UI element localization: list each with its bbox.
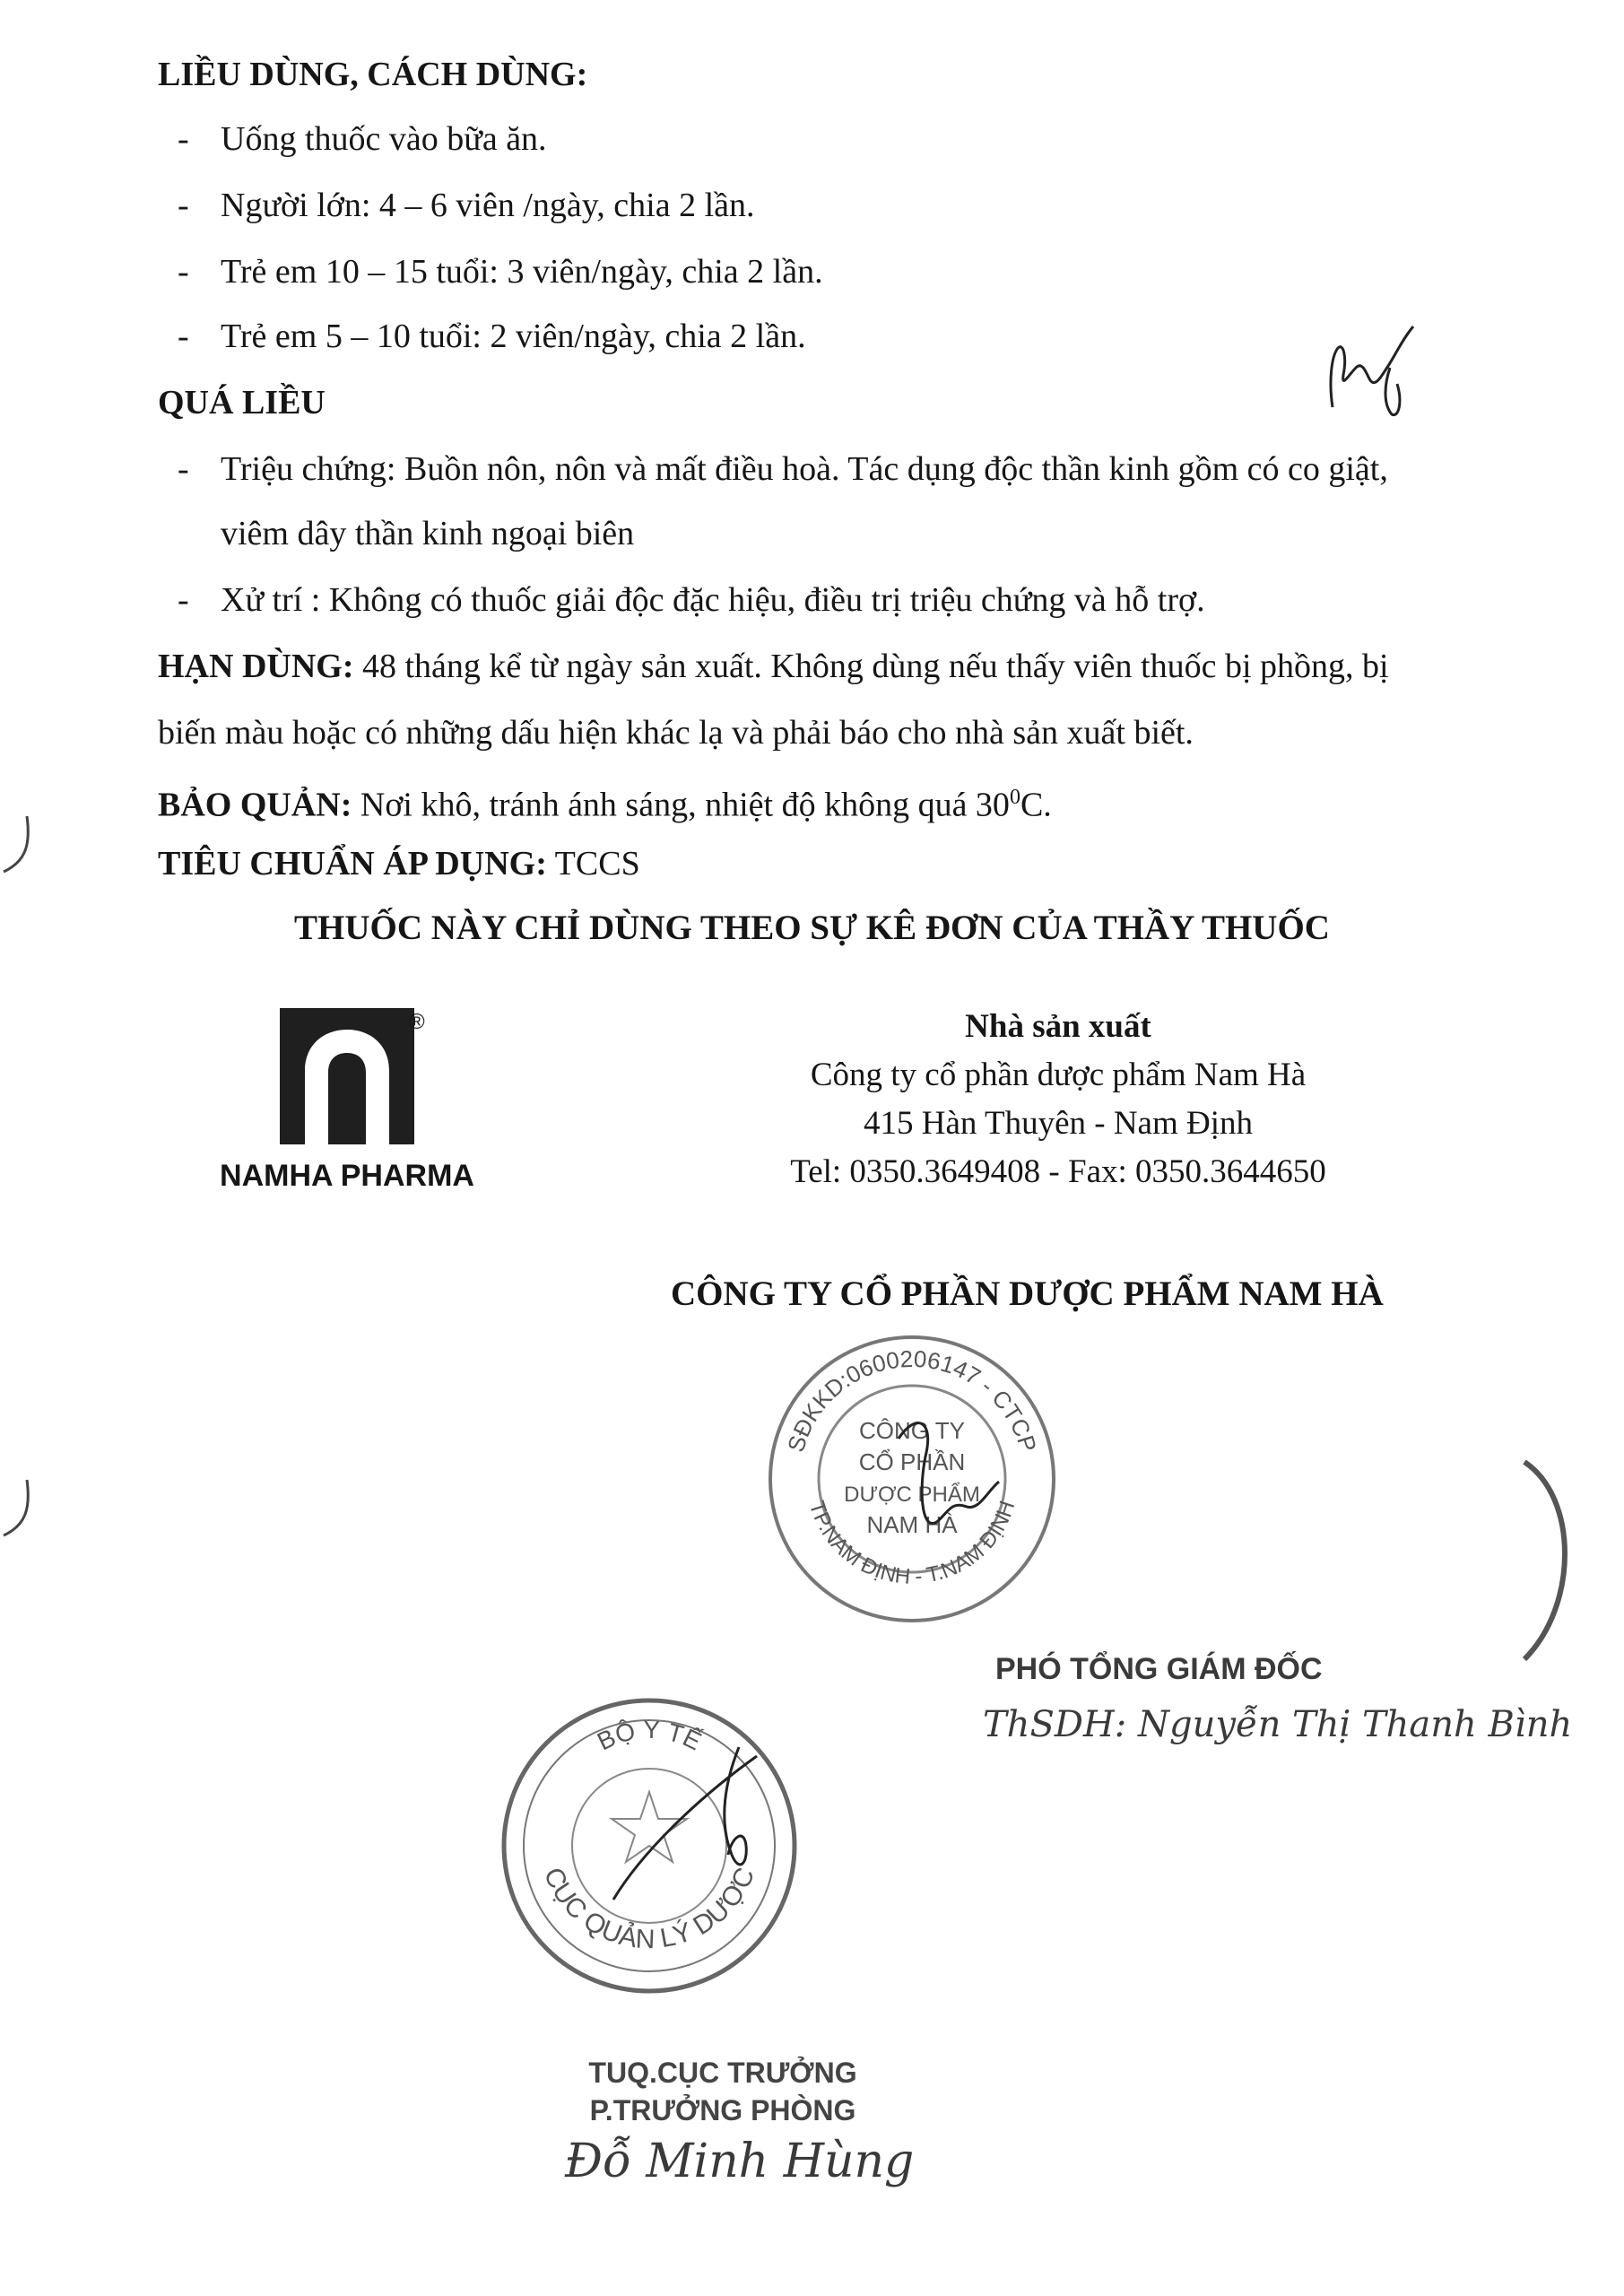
dosage-item-text: Người lớn: 4 – 6 viên /ngày, chia 2 lần. [221, 187, 755, 224]
overdose-treatment-text: Xử trí : Không có thuốc giải độc đặc hiệu, điều trị triệu chứng và hỗ trợ. [221, 581, 1205, 619]
deputy-director-title: PHÓ TỔNG GIÁM ĐỐC [995, 1652, 1323, 1686]
namha-logo-mark [280, 1008, 414, 1144]
bullet-dash: - [178, 581, 189, 619]
dosage-item-text: Trẻ em 5 – 10 tuổi: 2 viên/ngày, chia 2 lần. [221, 317, 806, 355]
manufacturer-heading: Nhà sản xuất [965, 1008, 1151, 1045]
company-stamp-ring-bottom: TP.NAM ĐỊNH - T.NAM ĐỊNH [803, 1498, 1020, 1589]
manufacturer-contact: Tel: 0350.3649408 - Fax: 0350.3644650 [790, 1153, 1326, 1190]
company-title: CÔNG TY CỔ PHẦN DƯỢC PHẨM NAM HÀ [671, 1274, 1384, 1313]
standard-value: TCCS [546, 845, 640, 883]
approver-signature: Đỗ Minh Hùng [565, 2135, 915, 2188]
company-stamp-line3: DƯỢC PHẨM [844, 1483, 980, 1507]
company-stamp-line1: CÔNG TY [859, 1417, 965, 1444]
approver-line1: TUQ.CỤC TRƯỞNG [588, 2057, 857, 2089]
ministry-stamp [497, 1693, 802, 1998]
initials-signature [1316, 321, 1424, 420]
approver-line2: P.TRƯỞNG PHÒNG [589, 2094, 856, 2126]
dosage-item-text: Uống thuốc vào bữa ăn. [221, 120, 547, 158]
partial-stamp-edge [1507, 1453, 1624, 1668]
manufacturer-block [771, 1003, 1345, 1196]
overdose-symptoms-continued: viêm dây thần kinh ngoại biên [221, 515, 635, 552]
shelf-life-continued: biến màu hoặc có những dấu hiện khác lạ và phải báo cho nhà sản xuất biết. [158, 714, 1194, 752]
storage-label: BẢO QUẢN: [158, 786, 352, 824]
manufacturer-company: Công ty cổ phần dược phẩm Nam Hà [810, 1057, 1307, 1093]
namha-logo [280, 1008, 414, 1144]
degree-superscript: 0 [1009, 786, 1020, 809]
bullet-dash: - [178, 120, 189, 158]
company-stamp-line4: NAM HÀ [866, 1511, 958, 1538]
standard-line [158, 843, 640, 884]
bullet-dash: - [178, 253, 189, 291]
company-stamp [764, 1331, 1060, 1627]
namha-logo-name: NAMHA PHARMA [220, 1159, 474, 1193]
manufacturer-address: 415 Hàn Thuyên - Nam Định [864, 1105, 1253, 1142]
ministry-stamp-top: BỘ Y TẾ [593, 1715, 706, 1756]
overdose-symptoms-text: Triệu chứng: Buồn nôn, nôn và mất điều hoà. Tác dụng độc thần kinh gồm có co giật, [221, 450, 1388, 488]
company-stamp-ring-top: SĐKKD:0600206147 - CTCP [782, 1344, 1042, 1456]
deputy-director-signature: ThSDH: Nguyễn Thị Thanh Bình [983, 1704, 1573, 1745]
bullet-dash: - [178, 317, 189, 355]
scan-mark [0, 807, 36, 879]
dosage-heading: LIỀU DÙNG, CÁCH DÙNG: [158, 56, 588, 93]
shelf-life-line [158, 646, 1389, 687]
standard-label: TIÊU CHUẨN ÁP DỤNG: [158, 845, 547, 883]
storage-unit: C. [1020, 786, 1052, 824]
registered-mark: ® [409, 1010, 425, 1034]
company-stamp-line2: CỔ PHẦN [858, 1448, 966, 1475]
dosage-item-text: Trẻ em 10 – 15 tuổi: 3 viên/ngày, chia 2 lần. [221, 253, 823, 291]
prescription-notice: THUỐC NÀY CHỈ DÙNG THEO SỰ KÊ ĐƠN CỦA THẦY THUỐC [294, 909, 1330, 947]
shelf-life-text: 48 tháng kể từ ngày sản xuất. Không dùng nếu thấy viên thuốc bị phồng, bị [353, 648, 1389, 685]
shelf-life-label: HẠN DÙNG: [158, 648, 354, 685]
storage-text: Nơi khô, tránh ánh sáng, nhiệt độ không quá 30 [352, 786, 1010, 824]
scan-mark [0, 1471, 36, 1543]
bullet-dash: - [178, 450, 189, 488]
approver-titles [588, 2054, 857, 2129]
bullet-dash: - [178, 187, 189, 224]
overdose-heading: QUÁ LIỀU [158, 384, 326, 422]
storage-line [158, 777, 1052, 826]
ministry-stamp-bottom: CỤC QUẢN LÝ DƯỢC [537, 1863, 761, 1955]
